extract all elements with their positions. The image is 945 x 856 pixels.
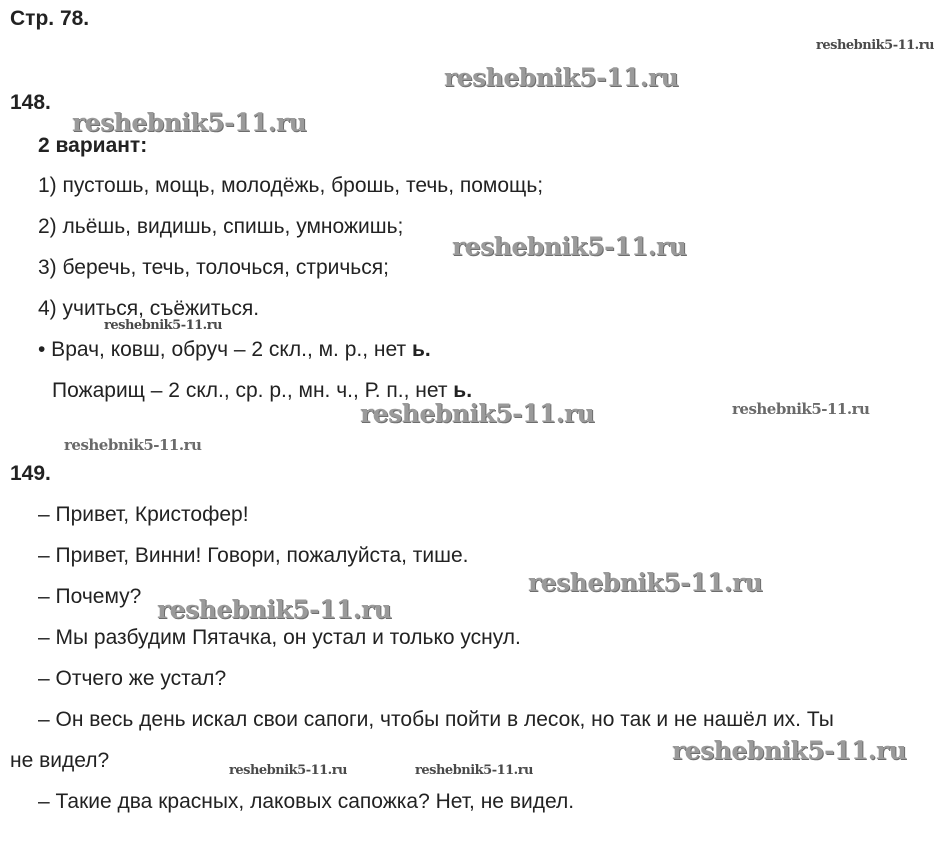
watermark: reshebnik5-11.ru [452,232,687,261]
exercise-148-line: 1) пустошь, мощь, молодёжь, брошь, течь, помощь; [38,174,544,197]
watermark: reshebnik5-11.ru [229,763,348,778]
second-line-bold: ь. [453,379,473,402]
watermark: reshebnik5-11.ru [157,595,392,624]
second-line-text: Пожарищ – 2 скл., ср. р., мн. ч., Р. п., нет [52,379,454,402]
page-header: Стр. 78. [10,7,90,30]
exercise-148-variant: 2 вариант: [38,134,148,157]
dialogue-line: – Такие два красных, лаковых сапожка? Нет, не видел. [38,790,575,813]
watermark: reshebnik5-11.ru [360,399,595,428]
dialogue-line: – Он весь день искал свои сапоги, чтобы пойти в лесок, но так и не нашёл их. Ты [38,708,834,731]
watermark: reshebnik5-11.ru [64,436,202,454]
bullet-line-text: • Врач, ковш, обруч – 2 скл., м. р., нет [38,338,412,361]
exercise-148-number: 148. [10,91,51,114]
dialogue-line: – Привет, Кристофер! [38,503,249,526]
dialogue-line: – Почему? [38,585,142,608]
watermark: reshebnik5-11.ru [732,400,870,418]
dialogue-line: не видел? [10,749,110,772]
exercise-148-bullet-line [38,337,431,363]
watermark: reshebnik5-11.ru [528,568,763,597]
bullet-line-bold: ь. [411,338,431,361]
watermark: reshebnik5-11.ru [415,763,534,778]
watermark: reshebnik5-11.ru [72,108,307,137]
exercise-149-number: 149. [10,462,51,485]
watermark: reshebnik5-11.ru [444,63,679,92]
exercise-148-line: 4) учиться, съёжиться. [38,297,260,320]
dialogue-line: – Мы разбудим Пятачка, он устал и только уснул. [38,626,521,649]
watermark: reshebnik5-11.ru [104,318,223,333]
dialogue-line: – Привет, Винни! Говори, пожалуйста, тише. [38,544,469,567]
watermark: reshebnik5-11.ru [816,38,935,53]
dialogue-line: – Отчего же устал? [38,667,227,690]
exercise-148-line: 2) льёшь, видишь, спишь, умножишь; [38,215,404,238]
exercise-148-line: 3) беречь, течь, толочься, стричься; [38,256,389,279]
watermark: reshebnik5-11.ru [672,736,907,765]
